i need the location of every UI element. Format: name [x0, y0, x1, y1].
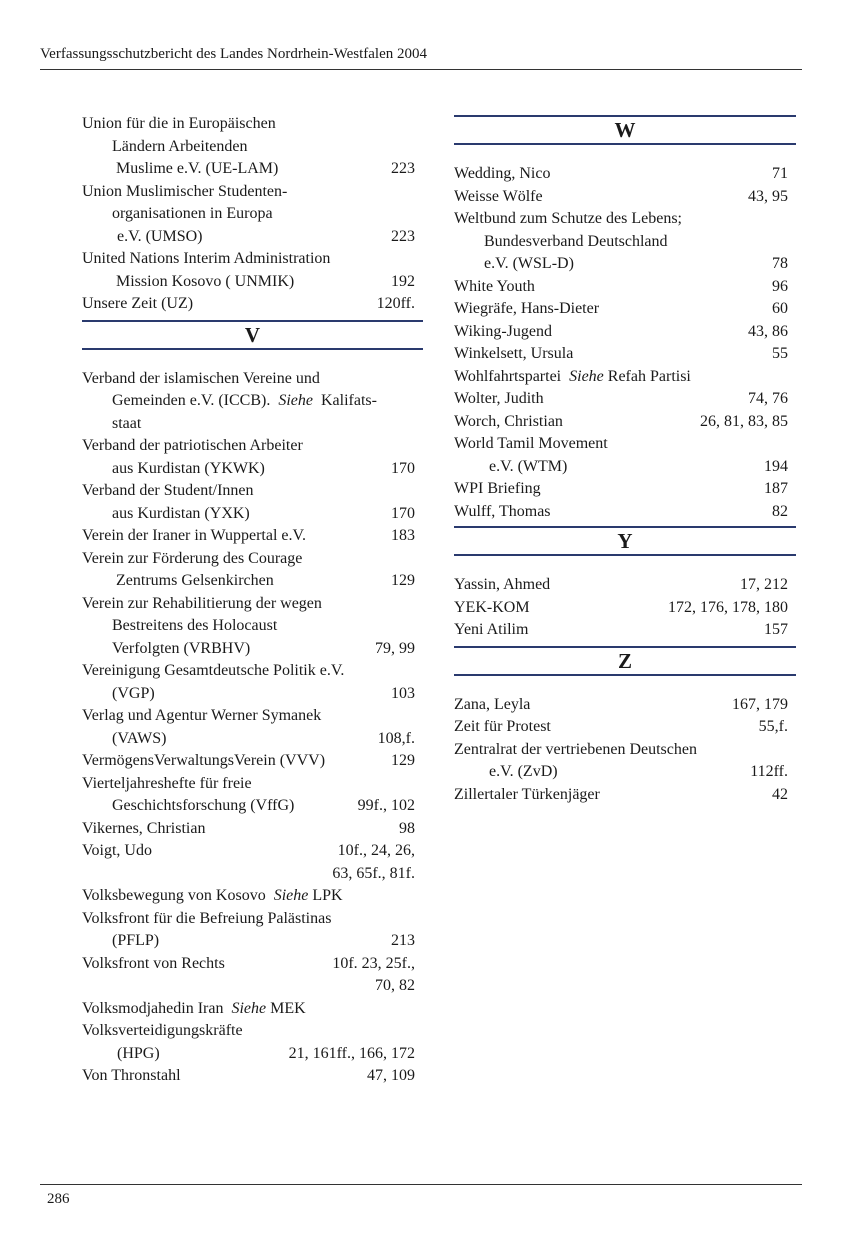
- footer-rule: [40, 1184, 802, 1185]
- index-entry: Zana, Leyla 167, 179: [454, 695, 788, 713]
- index-entry: Vikernes, Christian 98: [82, 819, 415, 837]
- index-entry: Verein der Iraner in Wuppertal e.V. 183: [82, 527, 415, 544]
- index-entry: Volksbewegung von Kosovo Siehe LPK: [82, 887, 343, 904]
- index-entry: Mission Kosovo ( UNMIK) 192: [116, 272, 415, 290]
- index-entry: Unsere Zeit (UZ) 120ff.: [82, 295, 415, 312]
- section-letter: Z: [617, 648, 632, 673]
- index-entry: Volksverteidigungskräfte: [82, 1022, 243, 1039]
- index-entry: Verlag und Agentur Werner Symanek: [82, 707, 322, 724]
- index-entry: Voigt, Udo 10f., 24, 26,: [82, 842, 415, 859]
- index-column-left: [82, 113, 423, 1088]
- index-entry: 70, 82: [375, 977, 415, 994]
- index-entry: Wolter, Judith 74, 76: [454, 390, 788, 407]
- index-entry: Verband der patriotischen Arbeiter: [82, 437, 303, 454]
- index-entry: Yassin, Ahmed 17, 212: [454, 576, 788, 593]
- index-entry: Verfolgten (VRBHV) 79, 99: [112, 639, 415, 657]
- index-column-right: [454, 115, 796, 806]
- index-entry: (VGP) 103: [112, 684, 415, 702]
- index-entry: organisationen in Europa: [112, 205, 273, 222]
- index-entry: staat: [112, 414, 142, 432]
- section-letter: Y: [617, 529, 633, 553]
- index-entry: e.V. (WTM) 194: [489, 457, 788, 475]
- index-group-w: [454, 163, 796, 523]
- page-header-title: Verfassungsschutzbericht des Landes Nordrhein-Westfalen 2004: [40, 46, 428, 62]
- index-entry: Wiegräfe, Hans-Dieter 60: [454, 300, 788, 317]
- index-entry: Volksmodjahedin Iran Siehe MEK: [82, 999, 306, 1017]
- index-entry: Von Thronstahl 47, 109: [82, 1067, 415, 1084]
- index-entry: e.V. (ZvD) 112ff.: [489, 763, 788, 780]
- index-entry: Union für die in Europäischen: [82, 115, 276, 132]
- index-entry: Union Muslimischer Studenten-: [82, 182, 288, 200]
- index-group-u: [82, 113, 423, 316]
- section-letter-w: [454, 115, 796, 145]
- index-entry: Worch, Christian 26, 81, 83, 85: [454, 412, 788, 430]
- header-rule: [40, 69, 802, 70]
- index-entry: United Nations Interim Administration: [82, 250, 331, 267]
- index-entry: Bestreitens des Holocaust: [112, 617, 278, 634]
- index-entry: Volksfront von Rechts 10f. 23, 25f.,: [82, 954, 415, 972]
- index-entry: Wedding, Nico 71: [454, 165, 788, 182]
- index-entry: Zillertaler Türkenjäger 42: [454, 785, 788, 803]
- index-group-v: [82, 368, 423, 1088]
- index-entry: Zentrums Gelsenkirchen 129: [116, 572, 415, 589]
- index-entry: Muslime e.V. (UE-LAM) 223: [116, 160, 415, 177]
- index-entry: e.V. (UMSO) 223: [117, 227, 415, 245]
- index-entry: Verein zur Rehabilitierung der wegen: [82, 594, 322, 612]
- index-entry: WPI Briefing 187: [454, 480, 788, 497]
- index-entry: (HPG) 21, 161ff., 166, 172: [117, 1044, 415, 1062]
- index-entry: aus Kurdistan (YXK) 170: [112, 504, 415, 522]
- index-entry: YEK-KOM 172, 176, 178, 180: [454, 598, 788, 616]
- index-entry: Wiking-Jugend 43, 86: [454, 322, 788, 340]
- index-entry: Gemeinden e.V. (ICCB). Siehe Kalifats-: [112, 392, 377, 409]
- section-letter-v: [82, 320, 423, 350]
- index-entry: Vereinigung Gesamtdeutsche Politik e.V.: [82, 662, 345, 679]
- index-entry: Winkelsett, Ursula 55: [454, 345, 788, 362]
- index-entry: Vierteljahreshefte für freie: [82, 774, 252, 792]
- section-letter: V: [244, 322, 261, 347]
- index-entry: Verband der islamischen Vereine und: [82, 369, 320, 387]
- index-entry: Verband der Student/Innen: [82, 482, 254, 499]
- index-entry: VermögensVerwaltungsVerein (VVV) 129: [82, 752, 415, 769]
- index-entry: (PFLP) 213: [112, 932, 415, 949]
- index-entry: Volksfront für die Befreiung Palästinas: [82, 909, 332, 927]
- index-entry: (VAWS) 108,f.: [112, 729, 415, 747]
- index-group-y: [454, 574, 796, 642]
- index-group-z: [454, 694, 796, 807]
- index-entry: Bundesverband Deutschland: [484, 232, 668, 250]
- index-entry: aus Kurdistan (YKWK) 170: [112, 459, 415, 477]
- page-number: 286: [47, 1191, 70, 1207]
- index-entry: World Tamil Movement: [454, 435, 608, 452]
- section-letter-y: [454, 526, 796, 556]
- index-entry: Zeit für Protest 55,f.: [454, 718, 788, 735]
- section-letter-z: [454, 646, 796, 676]
- index-entry: Geschichtsforschung (VffG) 99f., 102: [112, 797, 415, 814]
- index-entry: e.V. (WSL-D) 78: [484, 255, 788, 272]
- index-entry: Weisse Wölfe 43, 95: [454, 187, 788, 205]
- index-entry: Weltbund zum Schutze des Lebens;: [454, 210, 682, 227]
- index-entry: Verein zur Förderung des Courage: [82, 549, 303, 567]
- index-entry: Zentralrat der vertriebenen Deutschen: [454, 740, 697, 758]
- index-entry: Yeni Atilim 157: [454, 621, 788, 638]
- index-entry: Ländern Arbeitenden: [112, 137, 248, 155]
- index-entry: White Youth 96: [454, 277, 788, 295]
- section-letter: W: [614, 118, 636, 142]
- index-entry: Wulff, Thomas 82: [454, 502, 788, 520]
- index-entry: Wohlfahrtspartei Siehe Refah Partisi: [454, 367, 691, 385]
- index-entry: 63, 65f., 81f.: [332, 864, 415, 882]
